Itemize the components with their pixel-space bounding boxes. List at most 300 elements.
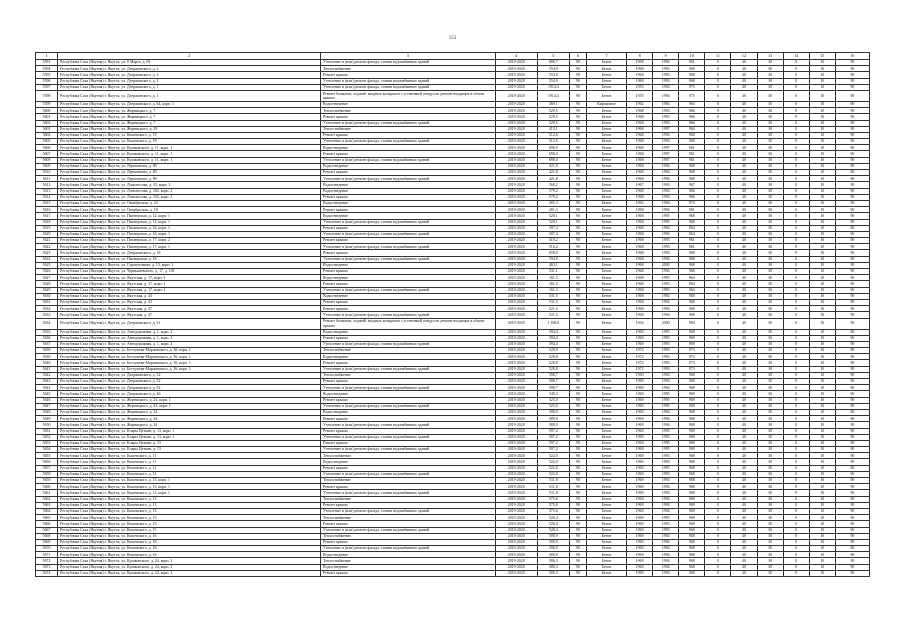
table-cell: 90: [569, 453, 586, 459]
table-cell: 10: [809, 318, 835, 329]
table-cell: 90: [835, 269, 869, 275]
table-cell: Водоотведение: [321, 459, 496, 465]
table-cell: Республика Саха (Якутия) г. Якутск, ул. Кошевского, д. 11: [58, 459, 321, 465]
table-cell: 2019-2020: [495, 348, 537, 354]
table-cell: 30: [757, 329, 783, 335]
table-cell: 30: [757, 312, 783, 318]
table-cell: 90: [569, 354, 586, 360]
table-cell: 0: [783, 132, 809, 138]
table-cell: 90: [835, 329, 869, 335]
table-cell: 10: [809, 293, 835, 299]
table-cell: 5604: [36, 132, 58, 138]
table-cell: 90: [835, 194, 869, 200]
table-cell: 1994: [653, 163, 679, 169]
table-cell: Утепление и (или) ремонт фасада, ставни водонабивных зданий: [321, 366, 496, 372]
table-cell: 0: [705, 188, 731, 194]
table-cell: 5614: [36, 194, 58, 200]
table-cell: 0: [705, 422, 731, 428]
table-cell: 1968: [627, 163, 653, 169]
table-cell: 1968: [627, 126, 653, 132]
table-cell: 90: [569, 182, 586, 188]
table-cell: 2019-2020: [495, 527, 537, 533]
table-cell: 968: [679, 552, 705, 558]
table-cell: Бетон: [586, 385, 626, 391]
table-cell: 2019-2020: [495, 256, 537, 262]
table-cell: 5598: [36, 90, 58, 101]
table-cell: 1993: [653, 182, 679, 188]
table-cell: Бетон: [586, 170, 626, 176]
table-cell: 0: [783, 262, 809, 268]
column-header: 16: [835, 53, 869, 60]
table-cell: 1997: [653, 151, 679, 157]
table-cell: Ремонт крыши: [321, 250, 496, 256]
table-cell: 5663: [36, 502, 58, 508]
table-cell: 90: [569, 108, 586, 114]
table-cell: 0: [783, 552, 809, 558]
table-cell: 961: [679, 145, 705, 151]
table-cell: 40: [731, 366, 757, 372]
table-cell: Бетон: [586, 306, 626, 312]
table-cell: 1954: [627, 318, 653, 329]
table-cell: 0: [783, 114, 809, 120]
table-cell: 1994: [653, 231, 679, 237]
table-cell: 30: [757, 231, 783, 237]
table-cell: 40: [731, 459, 757, 465]
table-cell: Теплоснабжение: [321, 558, 496, 564]
table-cell: Теплоснабжение: [321, 348, 496, 354]
table-cell: 598,7: [537, 385, 569, 391]
table-cell: 90: [569, 188, 586, 194]
table-cell: 10: [809, 508, 835, 514]
table-cell: Республика Саха (Якутия) г. Якутск, ул. Кулаковского, д. 24, корп. 2: [58, 558, 321, 564]
table-cell: Бетон: [586, 416, 626, 422]
table-cell: 10: [809, 269, 835, 275]
table-cell: 500,9: [537, 546, 569, 552]
table-cell: 1969: [627, 341, 653, 347]
table-cell: Бетон: [586, 379, 626, 385]
table-cell: Республика Саха (Якутия) г. Якутск, ул. Пионерская, д. 16, корп. 1: [58, 225, 321, 231]
table-cell: 0: [783, 416, 809, 422]
table-cell: 0: [705, 416, 731, 422]
table-cell: 0: [783, 299, 809, 305]
table-cell: 90: [835, 558, 869, 564]
table-cell: 30: [757, 287, 783, 293]
table-cell: 40: [731, 490, 757, 496]
table-cell: 1994: [653, 546, 679, 552]
table-cell: 421,8: [537, 176, 569, 182]
table-cell: 1969: [627, 409, 653, 415]
table-cell: Утепление и (или) ремонт фасада, ставни водонабивных зданий: [321, 490, 496, 496]
table-cell: 1969: [627, 335, 653, 341]
table-cell: 90: [569, 348, 586, 354]
table-cell: 1969: [627, 391, 653, 397]
table-cell: Бетон: [586, 335, 626, 341]
table-cell: 2019-2020: [495, 379, 537, 385]
table-cell: Бетон: [586, 459, 626, 465]
table-cell: Бетон: [586, 269, 626, 275]
table-cell: Республика Саха (Якутия) г. Якутск, ул. Якутская, д. 47: [58, 306, 321, 312]
table-cell: 1968: [627, 188, 653, 194]
table-cell: 525,0: [537, 397, 569, 403]
table-cell: 30: [757, 114, 783, 120]
table-cell: 90: [835, 306, 869, 312]
table-cell: 5668: [36, 533, 58, 539]
table-cell: 40: [731, 496, 757, 502]
table-cell: 2019-2020: [495, 262, 537, 268]
table-cell: 0: [783, 465, 809, 471]
table-cell: Ремонт крыши: [321, 170, 496, 176]
table-cell: Ремонт крыши: [321, 335, 496, 341]
table-cell: 1994: [653, 306, 679, 312]
table-cell: 10: [809, 60, 835, 66]
table-cell: 964: [679, 231, 705, 237]
table-cell: 698,0: [537, 157, 569, 163]
table-cell: 0: [705, 126, 731, 132]
table-cell: 1994: [653, 139, 679, 145]
table-cell: 30: [757, 490, 783, 496]
table-cell: 968: [679, 139, 705, 145]
table-cell: 2019-2020: [495, 182, 537, 188]
table-cell: 5601: [36, 114, 58, 120]
table-cell: 0: [705, 312, 731, 318]
table-cell: 5632: [36, 306, 58, 312]
table-cell: 1972: [627, 354, 653, 360]
table-cell: Бетон: [586, 318, 626, 329]
table-cell: 40: [731, 318, 757, 329]
table-cell: 0: [783, 570, 809, 576]
table-cell: 0: [705, 293, 731, 299]
table-cell: 90: [835, 409, 869, 415]
table-cell: 2019-2020: [495, 72, 537, 78]
column-header: 12: [731, 53, 757, 60]
table-cell: Водоотведение: [321, 391, 496, 397]
table-cell: Республика Саха (Якутия) г. Якутск, ул. Пионерская, д. 12, корп. 1: [58, 213, 321, 219]
table-cell: 0: [705, 60, 731, 66]
table-cell: Бетон: [586, 478, 626, 484]
table-cell: 964: [679, 281, 705, 287]
table-cell: 2019-2020: [495, 90, 537, 101]
table-cell: Утепление и (или) ремонт фасада, ставни водонабивных зданий: [321, 341, 496, 347]
table-cell: 1994: [653, 194, 679, 200]
table-cell: 2019-2020: [495, 335, 537, 341]
table-cell: 2019-2020: [495, 515, 537, 521]
table-cell: 528,8: [537, 348, 569, 354]
table-cell: 1967: [627, 182, 653, 188]
table-cell: 0: [783, 515, 809, 521]
table-cell: 1993: [653, 275, 679, 281]
table-cell: 0: [783, 490, 809, 496]
table-cell: 90: [835, 391, 869, 397]
table-cell: 0: [705, 275, 731, 281]
table-cell: 589,9: [537, 416, 569, 422]
table-cell: Республика Саха (Якутия) г. Якутск, ул. Кошевского, д. 16: [58, 546, 321, 552]
table-cell: 40: [731, 564, 757, 570]
table-cell: 90: [569, 90, 586, 101]
table-cell: 528,8: [537, 366, 569, 372]
table-cell: 2019-2020: [495, 126, 537, 132]
table-cell: Бетон: [586, 250, 626, 256]
table-cell: 1984: [653, 60, 679, 66]
table-cell: 1993: [653, 335, 679, 341]
table-cell: 90: [835, 120, 869, 126]
table-cell: 0: [705, 194, 731, 200]
table-cell: 0: [705, 564, 731, 570]
table-cell: 5595: [36, 72, 58, 78]
table-cell: 1994: [653, 225, 679, 231]
table-cell: 586,3: [537, 570, 569, 576]
table-cell: 969: [679, 502, 705, 508]
table-cell: 531,5: [537, 293, 569, 299]
table-cell: 0: [783, 496, 809, 502]
table-cell: 968: [679, 385, 705, 391]
table-cell: 90: [835, 422, 869, 428]
table-cell: 2019-2020: [495, 306, 537, 312]
table-cell: Республика Саха (Якутия) г. Якутск, ул. Клары Цеткин, д. 13: [58, 440, 321, 446]
table-cell: 1993: [653, 244, 679, 250]
table-cell: 90: [569, 478, 586, 484]
table-cell: 0: [705, 558, 731, 564]
table-cell: 90: [835, 490, 869, 496]
table-cell: 90: [569, 403, 586, 409]
table-cell: 2019-2020: [495, 403, 537, 409]
table-cell: 969: [679, 508, 705, 514]
table-cell: Республика Саха (Якутия) г. Якутск, ул. Кошевского, д. 13, корп. 1: [58, 490, 321, 496]
table-cell: 0: [705, 341, 731, 347]
table-cell: 40: [731, 508, 757, 514]
table-cell: 1994: [653, 478, 679, 484]
table-cell: 2019-2020: [495, 397, 537, 403]
table-cell: Утепление и (или) ремонт фасада, ставни водонабивных зданий: [321, 546, 496, 552]
table-cell: 90: [835, 341, 869, 347]
table-cell: 10: [809, 114, 835, 120]
table-cell: 1968: [627, 306, 653, 312]
table-cell: 5657: [36, 465, 58, 471]
table-cell: 40: [731, 101, 757, 107]
table-cell: 90: [569, 385, 586, 391]
table-cell: Бетон: [586, 484, 626, 490]
table-cell: 1969: [627, 502, 653, 508]
table-cell: 30: [757, 281, 783, 287]
table-cell: Республика Саха (Якутия) г. Якутск, ул. Жорницкого, д. 34: [58, 422, 321, 428]
table-cell: 2019-2020: [495, 422, 537, 428]
table-cell: 30: [757, 306, 783, 312]
table-cell: 421,8: [537, 170, 569, 176]
table-cell: 1968: [627, 275, 653, 281]
table-cell: 285,3: [537, 200, 569, 206]
table-cell: 90: [835, 200, 869, 206]
table-cell: Утепление и (или) ремонт фасада, ставни водонабивных зданий: [321, 157, 496, 163]
table-cell: 10: [809, 385, 835, 391]
table-cell: 90: [835, 231, 869, 237]
table-cell: 90: [569, 570, 586, 576]
table-cell: 1992: [653, 293, 679, 299]
table-cell: 594,9: [537, 256, 569, 262]
table-cell: 2019-2020: [495, 157, 537, 163]
table-cell: Республика Саха (Якутия) г. Якутск, ул. Чернышевского, д. 17, д. 101: [58, 269, 321, 275]
table-cell: 40: [731, 84, 757, 90]
table-cell: 40: [731, 570, 757, 576]
table-cell: 0: [783, 434, 809, 440]
table-cell: 1968: [627, 250, 653, 256]
table-cell: 10: [809, 478, 835, 484]
table-cell: 10: [809, 564, 835, 570]
table-cell: 968: [679, 453, 705, 459]
table-cell: 40: [731, 66, 757, 72]
table-cell: 984: [679, 318, 705, 329]
table-cell: 10: [809, 312, 835, 318]
table-cell: 1994: [653, 502, 679, 508]
table-cell: 30: [757, 521, 783, 527]
table-cell: Республика Саха (Якутия) г. Якутск, ул. Жорницкого, д. 29: [58, 126, 321, 132]
table-cell: 0: [783, 564, 809, 570]
table-cell: 413,1: [537, 126, 569, 132]
table-cell: 0: [705, 379, 731, 385]
table-cell: 554,9: [537, 78, 569, 84]
table-cell: 30: [757, 163, 783, 169]
table-cell: 1969: [627, 490, 653, 496]
table-cell: Республика Саха (Якутия) г. Якутск, ул. Кошевского, д. 11: [58, 453, 321, 459]
table-cell: 521,3: [537, 306, 569, 312]
table-cell: 90: [835, 372, 869, 378]
table-cell: 0: [783, 348, 809, 354]
table-cell: Бетон: [586, 552, 626, 558]
table-cell: 10: [809, 145, 835, 151]
table-cell: 967: [679, 182, 705, 188]
table-cell: 511,8: [537, 490, 569, 496]
table-cell: Водоотведение: [321, 200, 496, 206]
table-cell: Бетон: [586, 546, 626, 552]
table-cell: 90: [569, 207, 586, 213]
table-cell: 90: [569, 238, 586, 244]
table-cell: Бетон: [586, 163, 626, 169]
table-cell: 40: [731, 157, 757, 163]
table-cell: 5606: [36, 145, 58, 151]
document-table-wrapper: [35, 52, 870, 577]
table-cell: 2019-2020: [495, 145, 537, 151]
table-cell: 1994: [653, 496, 679, 502]
table-cell: 1968: [627, 120, 653, 126]
table-cell: 5639: [36, 354, 58, 360]
table-cell: 0: [783, 200, 809, 206]
table-cell: 2019-2020: [495, 447, 537, 453]
table-cell: 90: [569, 170, 586, 176]
table-cell: 1994: [653, 379, 679, 385]
table-cell: 1968: [627, 225, 653, 231]
table-cell: 30: [757, 182, 783, 188]
table-cell: 30: [757, 440, 783, 446]
table-cell: 10: [809, 231, 835, 237]
table-cell: 1997: [653, 145, 679, 151]
table-cell: 5610: [36, 170, 58, 176]
table-cell: 0: [705, 428, 731, 434]
table-cell: Бетон: [586, 72, 626, 78]
table-cell: 2019-2020: [495, 225, 537, 231]
table-cell: 1968: [627, 256, 653, 262]
table-cell: 5667: [36, 527, 58, 533]
table-cell: 30: [757, 84, 783, 90]
table-cell: 90: [835, 564, 869, 570]
table-cell: Бетон: [586, 213, 626, 219]
table-cell: Республика Саха (Якутия) г. Якутск, ул. Бестужева-Марлинского, д. 36, корп. 1: [58, 348, 321, 354]
table-cell: 0: [783, 170, 809, 176]
table-cell: 1997: [653, 157, 679, 163]
table-cell: 528,8: [537, 360, 569, 366]
table-cell: 40: [731, 403, 757, 409]
table-cell: 0: [705, 521, 731, 527]
table-cell: 10: [809, 108, 835, 114]
table-cell: Бетон: [586, 207, 626, 213]
table-cell: Ремонт крыши: [321, 306, 496, 312]
table-cell: Ремонт крыши: [321, 72, 496, 78]
table-cell: 0: [705, 348, 731, 354]
table-cell: 1993: [653, 78, 679, 84]
table-cell: 10: [809, 453, 835, 459]
table-cell: 2019-2020: [495, 120, 537, 126]
table-cell: 90: [569, 126, 586, 132]
table-cell: 5647: [36, 403, 58, 409]
table-cell: 40: [731, 108, 757, 114]
table-cell: 1968: [627, 299, 653, 305]
table-cell: 1969: [627, 465, 653, 471]
table-cell: 90: [569, 558, 586, 564]
table-cell: 90: [569, 434, 586, 440]
column-header: 1: [36, 53, 58, 60]
table-cell: 90: [569, 132, 586, 138]
table-cell: 511,8: [537, 478, 569, 484]
table-cell: 2019-2020: [495, 101, 537, 107]
table-cell: Республика Саха (Якутия) г. Якутск, ул. Жорницкого, д. 7: [58, 114, 321, 120]
table-cell: Бетон: [586, 312, 626, 318]
table-cell: 40: [731, 163, 757, 169]
table-cell: 90: [569, 225, 586, 231]
table-cell: 30: [757, 397, 783, 403]
table-cell: Республика Саха (Якутия) г. Якутск, ул. Лермонтова, д. 89: [58, 163, 321, 169]
table-cell: Республика Саха (Якутия) г. Якутск, ул. Пионерская, д. 17, корп. 2: [58, 238, 321, 244]
table-cell: 0: [705, 281, 731, 287]
table-cell: Бетон: [586, 281, 626, 287]
table-cell: 30: [757, 78, 783, 84]
table-cell: Бетон: [586, 428, 626, 434]
table-cell: 0: [705, 409, 731, 415]
table-cell: 5645: [36, 391, 58, 397]
table-cell: 40: [731, 329, 757, 335]
table-cell: 30: [757, 434, 783, 440]
table-cell: 40: [731, 306, 757, 312]
table-cell: Водоотведение: [321, 262, 496, 268]
table-cell: 40: [731, 471, 757, 477]
table-cell: 90: [835, 299, 869, 305]
table-cell: 10: [809, 546, 835, 552]
table-cell: Ремонт балконов, лоджий, входных козырьков с установкой пандусов; ремонт входящих в объект крыши: [321, 90, 496, 101]
table-cell: 10: [809, 428, 835, 434]
table-cell: 5650: [36, 422, 58, 428]
table-cell: Ремонт балконов, лоджий, входных козырьков с установкой пандусов; ремонт входящих в объект крыши: [321, 318, 496, 329]
table-cell: 0: [783, 207, 809, 213]
table-cell: 90: [835, 157, 869, 163]
table-cell: Бетон: [586, 299, 626, 305]
table-cell: 5605: [36, 139, 58, 145]
table-cell: 5658: [36, 471, 58, 477]
table-cell: 968: [679, 416, 705, 422]
table-cell: 522,0: [537, 471, 569, 477]
table-cell: Республика Саха (Якутия) г. Якутск, ул. Жорницкого, д. 34: [58, 409, 321, 415]
table-cell: 1962: [627, 200, 653, 206]
table-cell: Утепление и (или) ремонт фасада, ставни водонабивных зданий: [321, 231, 496, 237]
table-cell: 968: [679, 312, 705, 318]
table-cell: 0: [783, 428, 809, 434]
page-number: 153: [448, 36, 457, 41]
table-cell: 1994: [653, 552, 679, 558]
